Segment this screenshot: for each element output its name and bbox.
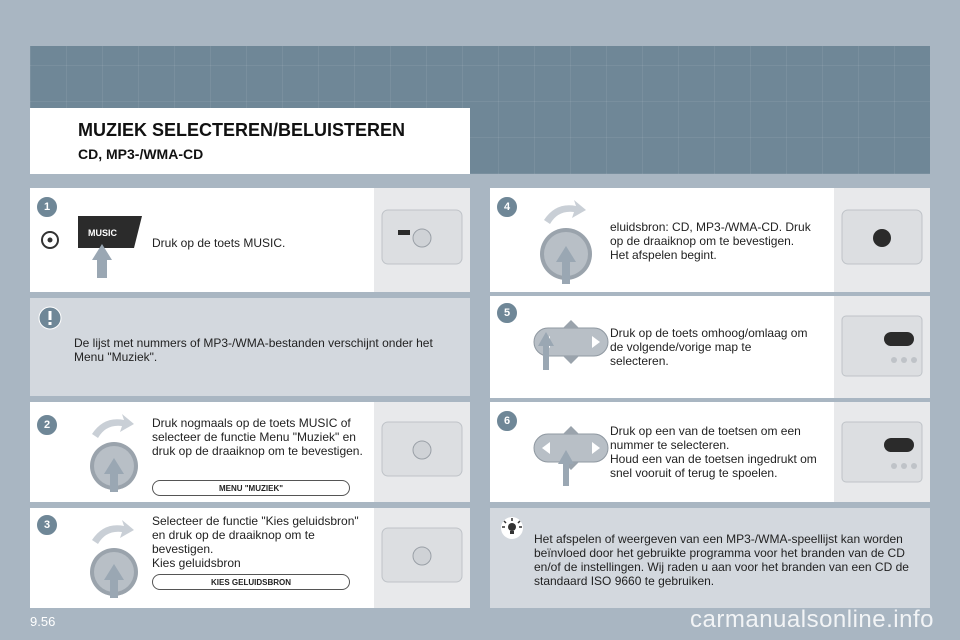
- radio-thumbnail: [834, 402, 930, 502]
- page-subtitle: CD, MP3-/WMA-CD: [78, 146, 204, 162]
- step-2-text: Druk nogmaals op de toets MUSIC of selecteer de functie Menu "Muziek" en druk op de draaiknop om te bevestigen.: [152, 416, 363, 458]
- rotary-knob-icon: [530, 194, 600, 290]
- tip-panel: [490, 508, 930, 608]
- menu-muziek-label: MENU "MUZIEK": [152, 480, 350, 496]
- step-5-text: Druk op de toets omhoog/omlaag om de volgende/vorige map te selecteren.: [610, 326, 808, 368]
- title-box: [30, 108, 470, 174]
- warning-icon: [38, 306, 62, 330]
- step-2-badge: 2: [36, 414, 58, 436]
- step-1-panel: [30, 188, 470, 292]
- radio-thumbnail: [374, 402, 470, 502]
- step-4-text: eluidsbron: CD, MP3-/WMA-CD. Druk op de draaiknop om te bevestigen. Het afspelen begint.: [610, 220, 811, 262]
- step-1-badge: 1: [36, 196, 58, 218]
- music-button-icon: [72, 204, 152, 284]
- page-title: MUZIEK SELECTEREN/BELUISTEREN: [78, 120, 406, 140]
- step-4-badge: 4: [496, 196, 518, 218]
- radio-thumbnail: [834, 188, 930, 292]
- rotary-knob-icon: [78, 514, 148, 604]
- page-number: 9.56: [30, 614, 56, 629]
- kies-geluidsbron-label: KIES GELUIDSBRON: [152, 574, 350, 590]
- steering-wheel-icon: [40, 230, 60, 250]
- radio-thumbnail: [374, 188, 470, 292]
- tip-text: Het afspelen of weergeven van een MP3-/WMA-speellijst kan worden beïnvloed door het gebruikte programma voor het branden van de CD en/of de instellingen. Wij raden u aan voor het branden van een CD de standaard ISO 9660 te gebruiken.: [534, 532, 909, 588]
- step-6-text: Druk op een van de toetsen om een nummer te selecteren. Houd een van de toetsen ingedrukt om snel vooruit of terug te spoelen.: [610, 424, 817, 480]
- note-text: De lijst met nummers of MP3-/WMA-bestanden verschijnt onder het Menu "Muziek".: [74, 336, 433, 364]
- step-5-panel: [490, 296, 930, 398]
- step-6-badge: 6: [496, 410, 518, 432]
- note-panel: [30, 298, 470, 396]
- step-1-text: Druk op de toets MUSIC.: [152, 236, 286, 250]
- direction-pad-icon: [524, 416, 614, 496]
- svg-text:MUSIC: MUSIC: [88, 228, 117, 238]
- step-3-panel: [30, 508, 470, 608]
- radio-thumbnail: [374, 508, 470, 608]
- step-5-badge: 5: [496, 302, 518, 324]
- lightbulb-icon: [500, 516, 524, 540]
- watermark: carmanualsonline.info: [690, 606, 934, 633]
- direction-pad-icon: [524, 310, 614, 390]
- step-6-panel: [490, 402, 930, 502]
- step-2-panel: [30, 402, 470, 502]
- step-3-badge: 3: [36, 514, 58, 536]
- rotary-knob-icon: [78, 408, 148, 498]
- step-4-panel: [490, 188, 930, 292]
- step-3-text: Selecteer de functie "Kies geluidsbron" en druk op de draaiknop om te bevestigen. Kies geluidsbron: [152, 514, 359, 570]
- radio-thumbnail: [834, 296, 930, 398]
